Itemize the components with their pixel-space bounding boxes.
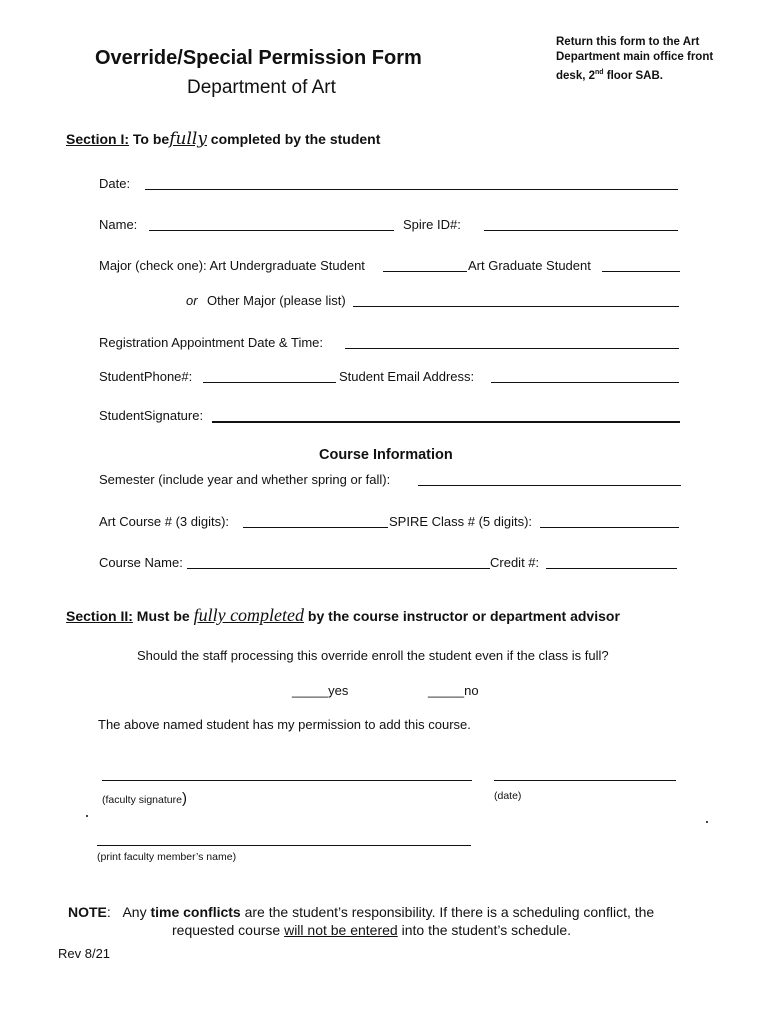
note-line2-underlined: will not be entered bbox=[284, 922, 398, 938]
no-label: no bbox=[464, 683, 479, 698]
grad-checkbox[interactable] bbox=[602, 271, 680, 272]
or-label: or bbox=[186, 293, 198, 308]
student-signature-field[interactable] bbox=[212, 421, 680, 423]
name-label: Name: bbox=[99, 217, 138, 232]
date-label: Date: bbox=[99, 176, 131, 191]
faculty-signature-field[interactable] bbox=[102, 780, 472, 781]
form-title: Override/Special Permission Form bbox=[95, 47, 422, 69]
revision-label: Rev 8/21 bbox=[58, 946, 111, 961]
spire-id-field[interactable] bbox=[484, 230, 678, 231]
other-major-label: Other Major (please list) bbox=[207, 293, 346, 308]
return-instructions bbox=[556, 35, 716, 84]
spire-class-field[interactable] bbox=[540, 527, 679, 528]
student-signature-label: StudentSignature: bbox=[99, 408, 204, 423]
section-1-heading bbox=[66, 129, 380, 149]
course-name-field[interactable] bbox=[187, 568, 490, 569]
section-2-post: by the course instructor or department advisor bbox=[304, 608, 620, 624]
faculty-date-field[interactable] bbox=[494, 780, 676, 781]
yes-blank: _____ bbox=[292, 683, 329, 698]
permission-statement: The above named student has my permission to add this course. bbox=[98, 717, 471, 732]
section-2-emphasis: fully completed bbox=[193, 605, 305, 625]
grad-label: Art Graduate Student bbox=[468, 258, 591, 273]
note-line-1 bbox=[68, 904, 654, 920]
email-label: Student Email Address: bbox=[339, 369, 475, 384]
note-bold: time conflicts bbox=[150, 904, 241, 920]
no-option[interactable] bbox=[428, 683, 479, 698]
return-note-a: Return this form to the Art Department main office front desk, 2 bbox=[556, 36, 714, 82]
course-name-label: Course Name: bbox=[99, 555, 183, 570]
semester-field[interactable] bbox=[418, 485, 681, 486]
spire-class-label: SPIRE Class # (5 digits): bbox=[389, 514, 533, 529]
credit-field[interactable] bbox=[546, 568, 677, 569]
stray-dot-right bbox=[706, 821, 708, 823]
note-label: NOTE bbox=[68, 904, 107, 920]
major-label: Major (check one): Art Undergraduate Student bbox=[99, 258, 365, 273]
name-field[interactable] bbox=[149, 230, 394, 231]
date-field[interactable] bbox=[145, 189, 678, 190]
faculty-date-label: (date) bbox=[494, 790, 522, 802]
undergrad-checkbox[interactable] bbox=[383, 271, 467, 272]
return-note-b: floor SAB. bbox=[603, 69, 663, 82]
note-colon: : bbox=[106, 904, 111, 920]
registration-field[interactable] bbox=[345, 348, 679, 349]
section-1-emphasis: fully bbox=[169, 129, 207, 149]
stray-dot-left bbox=[86, 815, 88, 817]
email-field[interactable] bbox=[491, 382, 679, 383]
enroll-question: Should the staff processing this override enroll the student even if the class is full? bbox=[137, 648, 609, 663]
print-name-label: (print faculty member’s name) bbox=[97, 851, 237, 863]
course-info-heading: Course Information bbox=[319, 447, 453, 463]
section-2-label: Section II: bbox=[66, 608, 133, 624]
section-2-pre: Must be bbox=[132, 608, 194, 624]
section-1-label: Section I: bbox=[66, 131, 130, 147]
note-pre: Any bbox=[122, 904, 151, 920]
note-line2-pre: requested course bbox=[172, 922, 285, 938]
section-1-pre: To be bbox=[129, 131, 170, 147]
print-name-field[interactable] bbox=[97, 845, 471, 846]
yes-label: yes bbox=[328, 683, 349, 698]
spire-id-label: Spire ID#: bbox=[403, 217, 461, 232]
course-number-label: Art Course # (3 digits): bbox=[99, 514, 230, 529]
faculty-signature-close: ) bbox=[181, 790, 187, 807]
yes-option[interactable] bbox=[292, 683, 348, 698]
course-number-field[interactable] bbox=[243, 527, 388, 528]
note-line-2 bbox=[172, 922, 571, 938]
other-major-field[interactable] bbox=[353, 306, 679, 307]
return-note-sup: nd bbox=[595, 69, 604, 76]
section-2-heading bbox=[66, 605, 620, 626]
phone-field[interactable] bbox=[203, 382, 336, 383]
note-mid: are the student’s responsibility. If there is a scheduling conflict, the bbox=[240, 904, 655, 920]
section-1-post: completed by the student bbox=[206, 131, 381, 147]
no-blank: _____ bbox=[428, 683, 465, 698]
registration-label: Registration Appointment Date & Time: bbox=[99, 335, 324, 350]
department-subtitle: Department of Art bbox=[187, 77, 336, 98]
phone-label: StudentPhone#: bbox=[99, 369, 193, 384]
faculty-signature-text: (faculty signature bbox=[102, 794, 182, 806]
credit-label: Credit #: bbox=[490, 555, 540, 570]
note-line2-post: into the student’s schedule. bbox=[397, 922, 572, 938]
semester-label: Semester (include year and whether spring or fall): bbox=[99, 472, 391, 487]
faculty-signature-label bbox=[102, 790, 187, 807]
